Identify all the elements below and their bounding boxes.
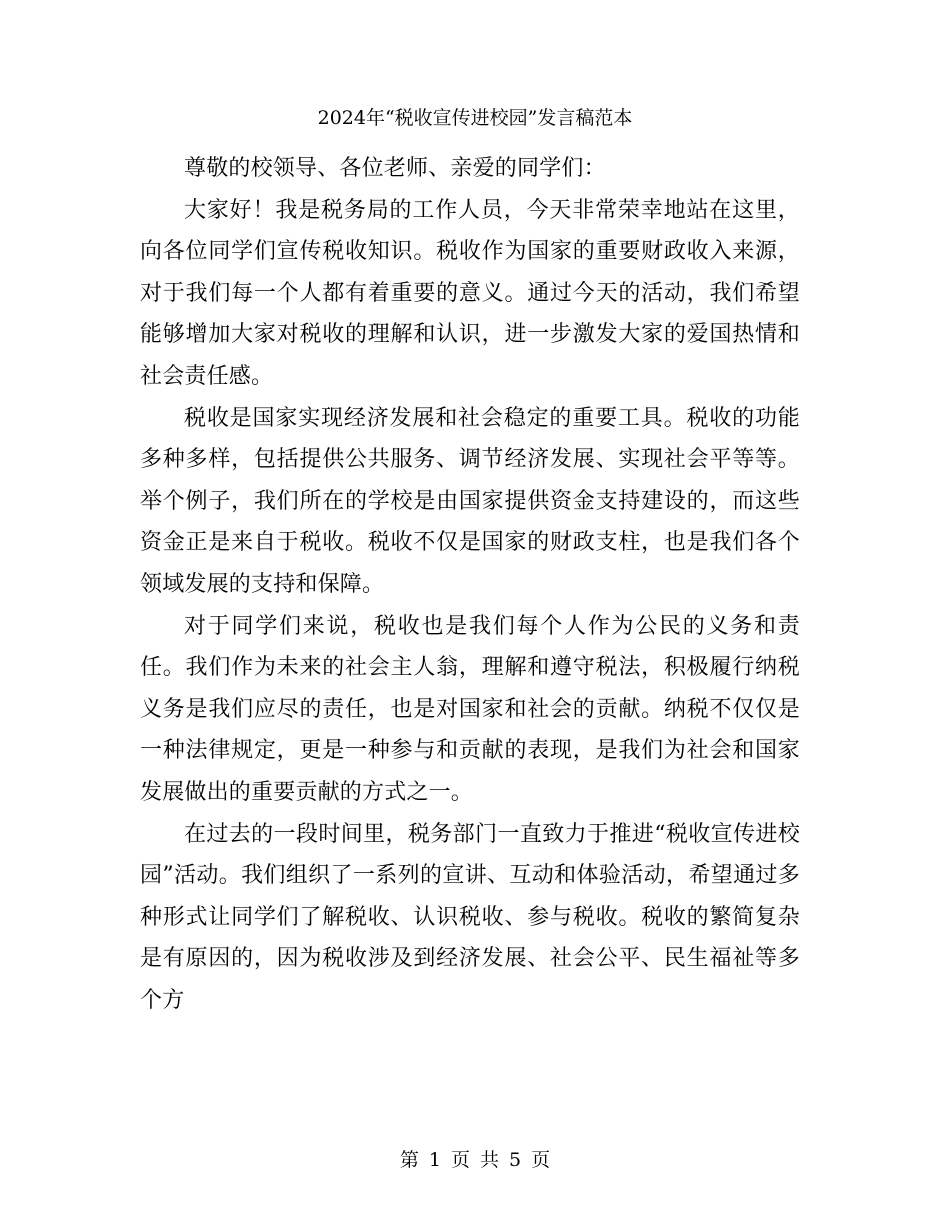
body-paragraph: 大家好！我是税务局的工作人员，今天非常荣幸地站在这里，向各位同学们宣传税收知识。税收作为国家的重要财政收入来源，对于我们每一个人都有着重要的意义。通过今天的活动，我们希望能够增加大家对税收的理解和认识，进一步激发大家的爱国热情和社会责任感。	[140, 197, 800, 389]
document-body	[140, 148, 800, 1021]
body-paragraph: 在过去的一段时间里，税务部门一直致力于推进“税收宣传进校园”活动。我们组织了一系列的宣讲、互动和体验活动，希望通过多种形式让同学们了解税收、认识税收、参与税收。税收的繁简复杂是有原因的，因为税收涉及到经济发展、社会公平、民生福祉等多个方	[140, 821, 800, 1013]
body-paragraph: 对于同学们来说，税收也是我们每个人作为公民的义务和责任。我们作为未来的社会主人翁，理解和遵守税法，积极履行纳税义务是我们应尽的责任，也是对国家和社会的贡献。纳税不仅仅是一种法律规定，更是一种参与和贡献的表现，是我们为社会和国家发展做出的重要贡献的方式之一。	[140, 613, 800, 805]
document-title: 2024年“税收宣传进校园”发言稿范本	[317, 107, 633, 129]
salutation-paragraph: 尊敬的校领导、各位老师、亲爱的同学们：	[184, 156, 606, 181]
page-number-footer: 第 1 页 共 5 页	[399, 1149, 551, 1171]
body-paragraph: 税收是国家实现经济发展和社会稳定的重要工具。税收的功能多种多样，包括提供公共服务、调节经济发展、实现社会平等等。举个例子，我们所在的学校是由国家提供资金支持建设的，而这些资金正是来自于税收。税收不仅是国家的财政支柱，也是我们各个领域发展的支持和保障。	[140, 405, 800, 597]
